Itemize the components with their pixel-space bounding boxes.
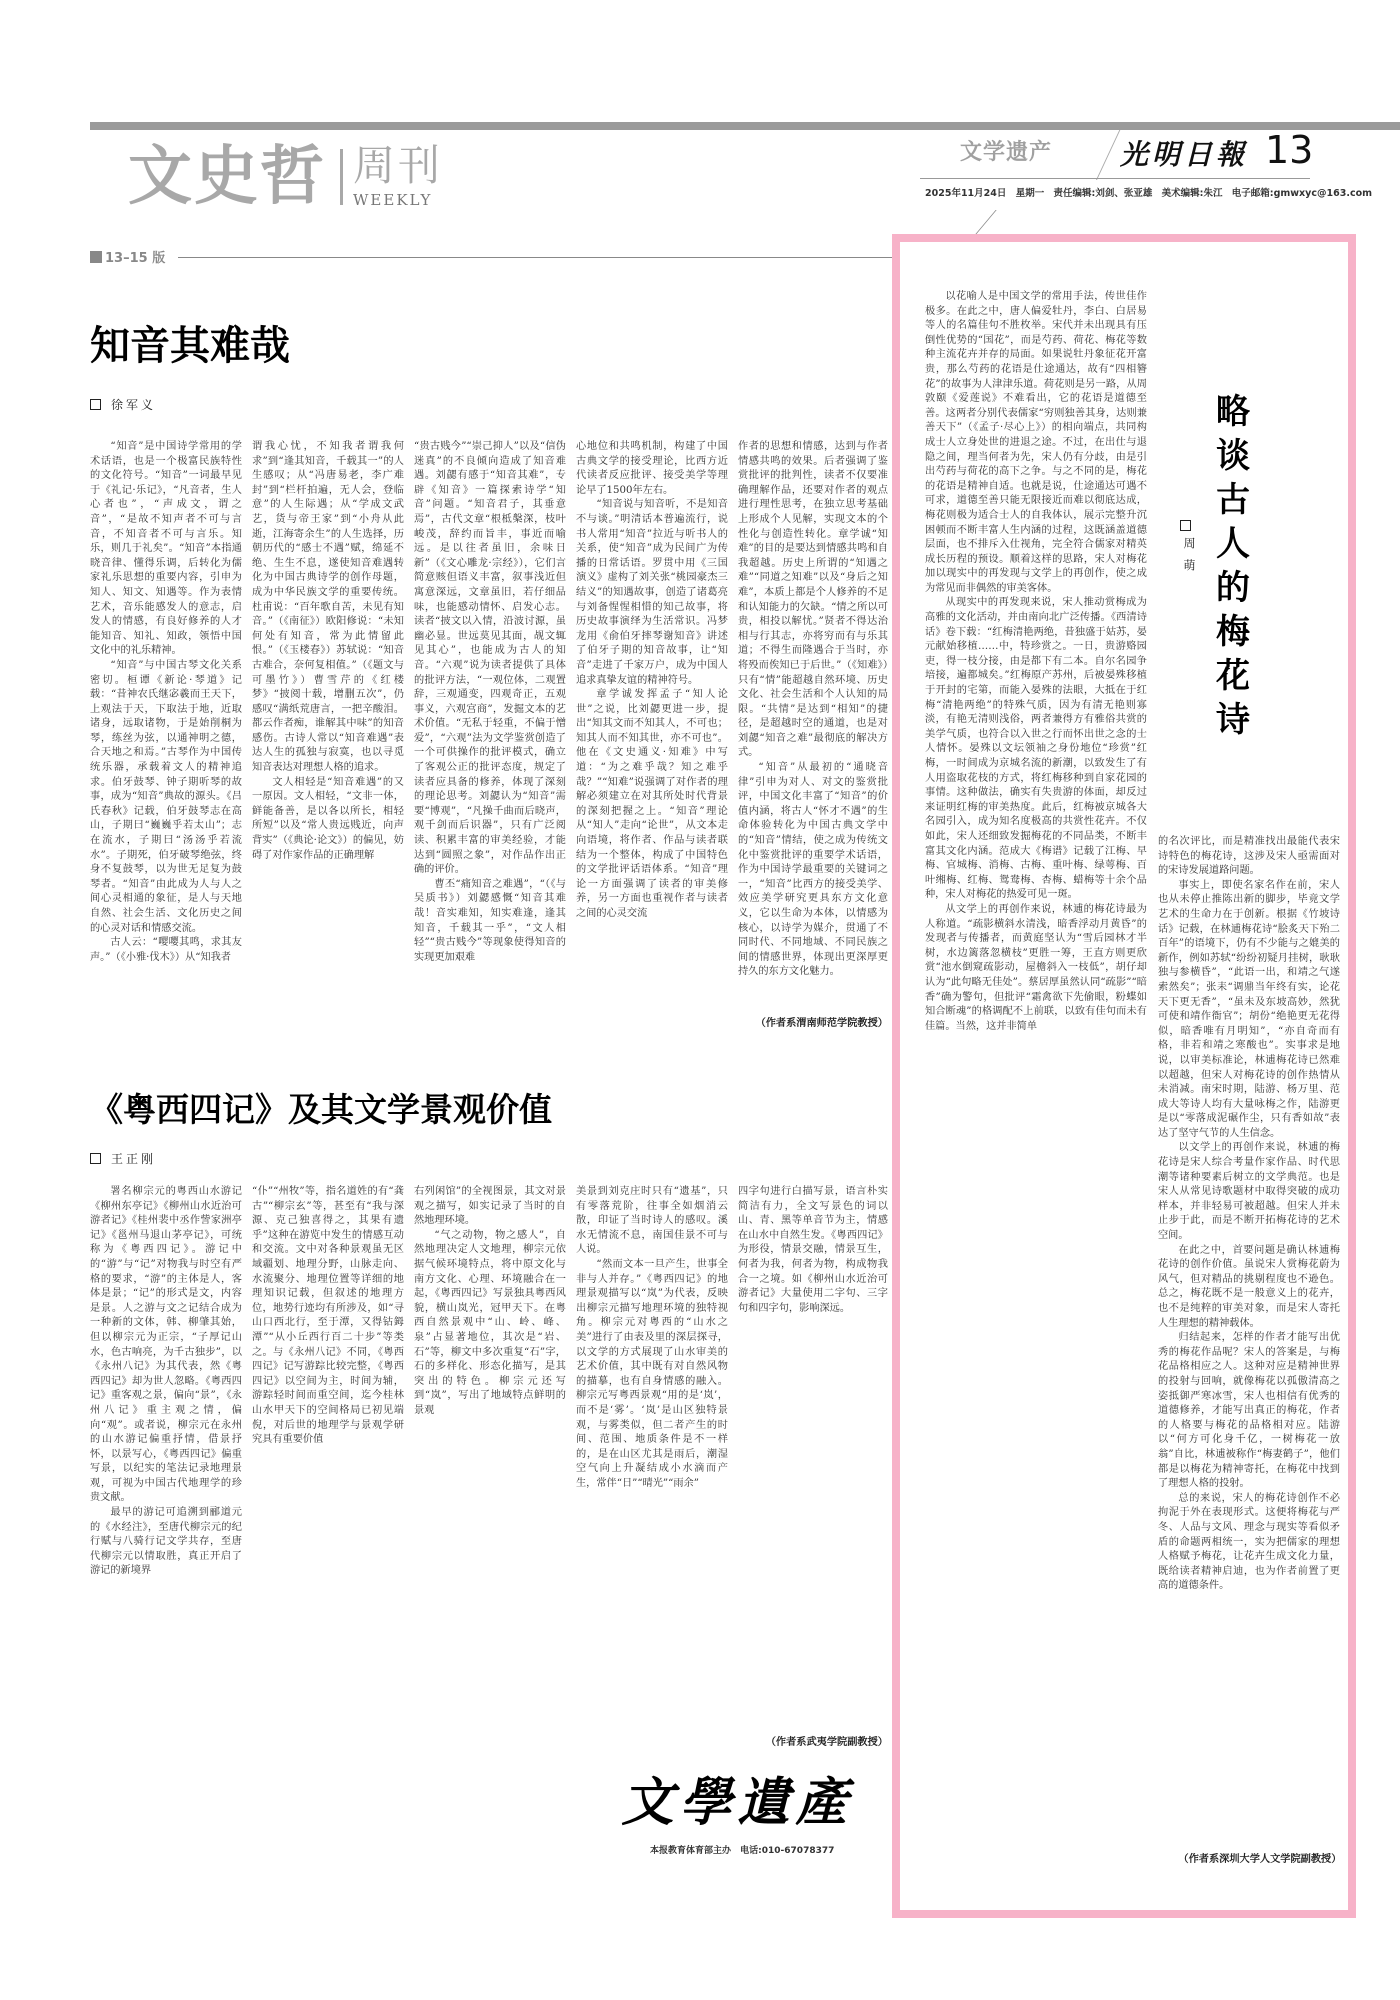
issue-weekday: 星期一 <box>1015 188 1045 199</box>
article3-text: 以文学上的再创作来说，林逋的梅花诗是宋人综合考量作家作品、时代思潮等诸种要素后树立的文学典范。也是宋人从常见诗歌题材中取得突破的成功样本，并非轻易可被超越。但宋人并未止步于此，而是不断开拓梅花诗的艺术空间。 <box>1158 1142 1340 1242</box>
article2-text: 右列闲馆”的全视图景，其文对景观之描写，如实记录了当时的自然地理环境。 <box>414 1186 566 1227</box>
issue-date: 2025年11月24日 <box>925 188 1007 199</box>
contact-email: 电子邮箱:gmwxyc@163.com <box>1231 188 1373 199</box>
article3-text: 从文学上的再创作来说，林逋的梅花诗最为人称道。“疏影横斜水清浅，暗香浮动月黄昏”的发现者与传播者，而黄庭坚认为“雪后园林才半树，水边篱落忽横枝”更胜一筹，王直方则更欣赏“池水倒窥疏影动，屋檐斜入一枝低”，胡仔却认为“此句略无佳处”。蔡居厚虽然认同“疏影”“暗香”确为警句，但批评“霜禽欲下先偷眼，粉蝶如知合断魂”的格调配不上前联，以致有佳句而未有佳篇。当然，这并非简单 <box>925 903 1147 1032</box>
header-info <box>925 185 1372 199</box>
article-title-yuexi: 《粤西四记》及其文学景观价值 <box>90 1090 552 1129</box>
header-diagonal <box>1096 130 1120 180</box>
article-title-meihua <box>1212 390 1254 742</box>
byline-box-icon <box>90 399 101 410</box>
masthead-separator <box>340 149 343 205</box>
article1-text: 章学诚发挥孟子“知人论世”之说，比刘勰更进一步，提出“知其文而不知其人，不可也；知其人而不知其世，亦不可也”。他在《文史通义·知难》中写道：“为之难乎哉？知之难乎哉？”“知难”说强调了对作者的理解必须建立在对其所处时代背景的深刻把握之上。“知音”理论从“知人”走向“论世”，从文本走向语境，将作者、作品与读者联结为一个整体，构成了中国特色的文学批评话语体系。“知音”理论一方面强调了读者的审美修养，另一方面也重视作者与读者之间的心灵交流 <box>576 689 728 919</box>
author-name: 徐军义 <box>111 398 157 412</box>
article1-text: 谓我心忧，不知我者谓我何求”到“逢其知音，千载其一”的人生感叹；从“冯唐易老，李广难封”到“栏杆拍遍，无人会，登临意”的人生际遇；从“学成文武艺，货与帝王家”到“小舟从此逝，江海寄余生”的人生选择，历朝历代的“感士不遇”赋，绵延不绝、生生不息，遂使知音难遇转化为中国古典诗学的创作母题，成为中华民族文学的重要传统。杜甫说：“百年歌自苦，未见有知音。”（《南征》）欧阳修说：“未知何处有知音，常为此情留此恨。”（《玉楼春》）苏轼说：“知音古难合，奈何复相值。”（《题文与可墨竹》）曹雪芹的《红楼梦》“披阅十载，增删五次”，仍感叹“满纸荒唐言，一把辛酸泪。都云作者痴，谁解其中味”的知音感伤。古诗人常以“知音难遇”表达人生的孤独与寂寞，也以寻觅知音表达对理想人格的追求。 <box>252 441 404 774</box>
article-byline <box>1178 520 1196 581</box>
edition-label <box>90 247 165 266</box>
byline-box-icon <box>1180 520 1191 531</box>
author-name: 王正刚 <box>111 1152 157 1166</box>
article2-column-2 <box>252 1185 404 1885</box>
article1-column-1 <box>90 440 242 1030</box>
article1-text: 心地位和共鸣机制，构建了中国古典文学的接受理论，比西方近代读者反应批评、接受美学等理论早了1500年左右。 <box>576 441 728 496</box>
article3-column-2 <box>1158 835 1340 1847</box>
title-char: 梅 <box>1216 612 1250 652</box>
article3-text: 总的来说，宋人的梅花诗创作不必拘泥于外在表现形式。这便将梅花与严冬、人品与文风、理念与现实等看似矛盾的命题两相统一，实为把儒家的理想人格赋予梅花，让花卉生成文化力量，既给读者精神启迪，也为作者前置了更高的道德条件。 <box>1158 1492 1340 1592</box>
article3-text: 的名次评比，而是精准找出最能代表宋诗特色的梅花诗，这涉及宋人亟需面对的宋诗发展道路问题。 <box>1158 836 1340 877</box>
sponsor-line <box>650 1843 834 1856</box>
article1-column-2 <box>252 440 404 1030</box>
title-char: 谈 <box>1216 436 1250 476</box>
article2-text: 最早的游记可追溯到郦道元的《水经注》，至唐代柳宗元的纪行赋与八骑行记文学共存，至唐代柳宗元以情取胜，真正开启了游记的新境界 <box>90 1507 242 1577</box>
article3-text: 事实上，即使名家名作在前，宋人也从未停止推陈出新的脚步，毕竟文学艺术的生命力在于创新。根据《竹坡诗话》记载，在林逋梅花诗“脍炙天下殆二百年”的语境下，仍有不少能与之媲美的新作，例如苏轼“纷纷初疑月挂树，耿耿独与参横昏”，“此语一出，和靖之气遂索然矣”；张耒“调鼎当年终有实，论花天下更无香”，“虽未及东坡高妙，然犹可使和靖作衙官”；胡份“绝艳更无花得似，暗香唯有月明知”，“亦自奇而有格，非若和靖之寒酸也”。实事求是地说，以审美标准论，林逋梅花诗已然难以超越，但宋人对梅花诗的创作热情从未消减。南宋时期，陆游、杨万里、范成大等诗人均有大量咏梅之作，陆游更是以“零落成泥碾作尘，只有香如故”表达了坚守气节的人生信念。 <box>1158 879 1340 1139</box>
article2-column-3 <box>414 1185 566 1885</box>
article3-text: 归结起来，怎样的作者才能写出优秀的梅花作品呢？宋人的答案是，与梅花品格相应之人。这种对应是精神世界的投射与回响，就像梅花以孤傲清高之姿抵御严寒冰雪，宋人也相信有优秀的道德修养，才能写出真正的梅花，作者的人格要与梅花的品格相对应。陆游以“何方可化身千亿，一树梅花一放翁”自比，林逋被称作“梅妻鹤子”，他们都是以梅花为精神寄托，在梅花中找到了理想人格的投射。 <box>1158 1332 1340 1490</box>
byline-box-icon <box>90 1153 101 1164</box>
edition-text: 13–15 版 <box>105 251 166 266</box>
article2-column-5 <box>738 1185 888 1730</box>
article2-credit: （作者系武夷学院副教授） <box>765 1737 888 1748</box>
article2-text: “气之动物，物之感人”，自然地理决定人文地理，柳宗元依据气候环境特点，将中原文化与南方文化、心理、环境融合在一起，《粤西四记》写景独具粤西风貌，横山岚光，冠甲天下。在粤西自然景观中“山、岭、峰、泉”占显著地位，其次是“岩、石”等，柳文中多次重复“石”字，石的多样化、形态化描写，是其突出的特色。柳宗元还写到“岚”，写出了地域特点鲜明的景观 <box>414 1229 566 1416</box>
article1-text: “知音”从最初的“通晓音律”引申为对人、对文的鉴赏批评，中国文化丰富了“知音”的价值内涵，将古人“怀才不遇”的生命体验转化为中国古典文学中的“知音”情结，使之成为传统文化中鉴赏批评的重要学术话语，作为中国诗学最重要的关键词之一，“知音”比西方的接受美学、效应美学研究更具东方文化意义，它以生命为本体，以情感为核心，以诗学为媒介，贯通了不同时代、不同地域、不同民族之间的情感世界，体现出更深厚更持久的东方文化魅力。 <box>738 762 888 978</box>
article3-text: 在此之中，首要问题是确认林逋梅花诗的创作价值。虽说宋人赏梅花蔚为风气，但对精品的挑剔程度也不逊色。总之，梅花既不是一般意义上的花卉，也不是纯粹的审美对象，而是宋人寄托人生理想的精神载体。 <box>1158 1244 1340 1329</box>
title-char: 的 <box>1216 568 1250 608</box>
article1-column-3 <box>414 440 566 1030</box>
article1-column-5 <box>738 440 888 1020</box>
title-char: 人 <box>1216 524 1250 564</box>
article1-text: “知音”是中国诗学常用的学术话语，也是一个极富民族特性的文化符号。“知音”一词最早见于《礼记·乐记》，“凡音者，生人心者也”，“声成文，谓之音”，“是故不知声者不可与言音，不知音者不可与言乐。知乐，则几于礼矣”。“知音”本指通晓音律、懂得乐调，后转化为儒家礼乐思想的重要内容，引申为知人、知文、知遇等。作为表情艺术，音乐能感发人的意志，启发人的情感，有良好修养的人才能知音、知礼、知政，领悟中国文化中的礼乐精神。 <box>90 441 242 657</box>
header-rule <box>920 178 1310 179</box>
masthead-title: 文史哲 <box>128 139 326 214</box>
article1-text: 曹丕“痛知音之难遇”，“（《与吴质书》）刘勰感慨“知音其难哉！音实难知，知实难逢，逢其知音，千载其一乎”，“文人相轻”“贵古贱今”等现象使得知音的实现更加艰难 <box>414 878 566 963</box>
article3-column-1 <box>925 290 1147 1888</box>
masthead-logo <box>128 139 444 214</box>
article1-text: 古人云：“嘤嘤其鸣，求其友声。”（《小雅·伐木》）从“知我者 <box>90 937 242 963</box>
title-char: 花 <box>1216 656 1250 696</box>
article1-text: 作者的思想和情感，达到与作者情感共鸣的效果。后者强调了鉴赏批评的批判性，读者不仅要准确理解作品，还要对作者的观点进行理性思考，在独立思考基础上形成个人见解，实现文本的个性化与创造性转化。章学诚“知难”的目的是要达到情感共鸣和自我超越。历史上所谓的“知遇之难”“同道之知难”以及“身后之知难”，本质上都是个人修养的不足和认知能力的欠缺。“情之所以可贵，相投以解忧。”贤者不得达治相与行其志，亦将穷而有与乐其道；不得生而隆遇合于当时，亦将殁而俟知已于后世。”（《知难》）只有“情”能超越自然环境、历史文化、社会生活和个人认知的局限。“共情”是达到“相知”的捷径，是超越时空的通道，也是对刘勰“知音之难”最彻底的解决方式。 <box>738 441 888 759</box>
page-number: 13 <box>1265 128 1314 172</box>
article-title-zhiyin: 知音其难哉 <box>90 322 290 369</box>
article1-text: “知音说与知音听，不是知音不与谈。”明清话本普遍流行，说书人常用“知音”拉近与听书人的关系，使“知音”成为民间广为传播的日常话语。罗贯中用《三国演义》虚构了刘关张“桃园豪杰三结义”的知遇故事，创造了诸葛亮与刘备惺惺相惜的知己故事，将历史故事演绎为生活常识。冯梦龙用《俞伯牙摔琴谢知音》讲述了伯牙子期的知音故事，让“知音”走进了千家万户，成为中国人追求真挚友谊的精神符号。 <box>576 499 728 686</box>
article2-column-4 <box>576 1185 728 1765</box>
art-editor: 美术编辑:朱江 <box>1161 188 1223 199</box>
masthead-subtitle-cn: 周刊 <box>353 141 444 190</box>
article2-text: “仆”“州牧”等，指名道姓的有“龚古”“柳宗玄”等，甚至有“我与深源、克己独喜得之，其果有遗乎”这种在游览中发生的情感互动和交流。文中对各种景观虽无区域疆划、地理分野，山脉走向、水流聚分、地理位置等详细的地理知识记载，但叙述的地理方位，地势行迹均有所涉及，如“寻山口西北行，至于潭，又得钴鉧潭”“从小丘西行百二十步”等类之。与《永州八记》不同，《粤西四记》记写游踪比较完整，《粤西四记》以空间为主，时间为辅，游踪轻时间而重空间，迄今桂林山水甲天下的空间格局已初见端倪，对后世的地理学与景观学研究具有重要价值 <box>252 1186 404 1446</box>
article-byline <box>90 396 156 413</box>
article1-credit: （作者系渭南师范学院教授） <box>755 1018 888 1029</box>
newspaper-name: 光明日報 <box>1120 138 1249 171</box>
article2-text: 四字句进行白描写景，语言朴实简洁有力，全文写景色的词以山、青、黑等单音节为主，情感在山水中自然生发。《粤西四记》为形役，情景交融，情景互生，何者为我，何者为物，构成物我合一之境。如《柳州山水近治可游者记》大量使用二字句、三字句和四字句，影响深远。 <box>738 1186 888 1314</box>
article2-text: “然而文本一旦产生，世事全非与人并存。”《粤西四记》的地理景观描写以“岚”为代表，反映出柳宗元描写地理环境的独特视角。柳宗元对粤西的“山水之美”进行了由表及里的深层探寻，以文学的方式展现了山水审美的艺术价值，其中既有对自然风物的描摹，也有自身情感的融入。柳宗元写粤西景观“用的是‘岚’，而不是‘雾’。‘岚’是山区独特景观，与雾类似，但二者产生的时间、范围、地质条件是不一样的，是在山区尤其是雨后，潮湿空气向上升凝结成小水滴而产生，常伴“日”“晴光”“雨余” <box>576 1258 728 1489</box>
title-char: 古 <box>1216 480 1250 520</box>
masthead-subtitle <box>353 141 444 209</box>
square-bullet-icon <box>90 251 102 263</box>
sponsor-text: 本报教育体育部主办 <box>650 1846 732 1856</box>
article1-text: “知音”与中国古琴文化关系密切。桓谭《新论·琴道》记载：“昔神农氏继宓羲而王天下，上观法于天，下取法于地，近取诸身，远取诸物，于是始削桐为琴，练丝为弦，以通神明之德，合天地之和焉。”古琴作为中国传统乐器，承载着文人的精神追求。伯牙鼓琴、钟子期听琴的故事，成为“知音”典故的源头。《吕氏春秋》记载，伯牙鼓琴志在高山，子期曰“巍巍乎若太山”；志在流水，子期曰“汤汤乎若流水”。子期死，伯牙破琴绝弦，终身不复鼓琴，以为世无足复为鼓琴者。“知音”由此成为人与人之间心灵相通的象征，是人与天地自然、社会生活、文化历史之间的心灵对话和情感交流。 <box>90 659 242 934</box>
author-name: 周萌 <box>1182 537 1196 581</box>
edition-rule <box>178 257 953 258</box>
title-char: 诗 <box>1216 700 1250 740</box>
article2-column-1 <box>90 1185 242 1885</box>
article2-text: 美景到刘克庄时只有“遗基”，只有零落荒阶，往事全如烟消云散，印证了当时诗人的感叹。溪水无情流不息，南国佳景不可与人说。 <box>576 1186 728 1256</box>
article-byline <box>90 1150 156 1167</box>
section-title: 文学遗产 <box>960 140 1053 165</box>
title-char: 略 <box>1216 392 1250 432</box>
article2-text: 署名柳宗元的粤西山水游记《柳州东亭记》《柳州山水近治可游者记》《桂州裴中丞作訾家洲亭记》《邕州马退山茅亭记》，可统称为《粤西四记》。游记中的“游”与“记”对物我与时空有严格的要求，“游”的主体是人，客体是景；“记”的形式是文，内容是景。人之游与文之记结合成为一种新的文体，韩、柳肇其始，但以柳宗元为正宗，“子厚记山水，色古响亮，为千古独步”，以《永州八记》为其代表，然《粤西四记》却为世人忽略。《粤西四记》重客观之景，偏向“景”，《永州八记》重主观之情，偏向“观”。或者说，柳宗元在永州的山水游记偏重抒情，借景抒怀，以景写心，《粤西四记》偏重写景，以纪实的笔法记录地理景观，可视为中国古代地理学的珍贵文献。 <box>90 1186 242 1504</box>
editors: 责任编辑:刘剑、张亚雄 <box>1053 188 1153 199</box>
article3-credit: （作者系深圳大学人文学院副教授） <box>1178 1854 1342 1865</box>
article1-text: 文人相轻是“知音难遇”的又一原因。文人相轻，“文非一体，鲜能备善，是以各以所长，相轻所短”以及“常人贵远贱近，向声背实”（《典论·论文》）的偏见，妨碍了对作家作品的正确理解 <box>252 776 404 861</box>
article3-text: 以花喻人是中国文学的常用手法，传世佳作极多。在此之中，唐人偏爱牡丹，李白、白居易等人的名篇佳句不胜枚举。宋代并未出现具有压倒性优势的“国花”，而是芍药、荷花、梅花等数种主流花卉并存的局面。如果说牡丹象征花开富贵，那么芍药的花语是仕途通达，故有“四相簪花”的故事为人津津乐道。荷花则是另一路，从周敦颐《爱莲说》不难看出，它的花语是道德至善。这两者分别代表儒家“穷则独善其身，达则兼善天下”（《孟子·尽心上》）的相向端点，共同构成士人立身处世的进退之途。不过，在出仕与退隐之间，理当何者为先，宋人仍有分歧，由是引出芍药与荷花的高下之争。与之不同的是，梅花的花语是精神自适。也就是说，仕途通达可遇不可求，道德至善只能无限接近而难以彻底达成，梅花则极为适合士人的自我体认，展示完整升沉困顿而不断丰富人生内涵的过程，这既涵盖道德层面，也不排斥入仕视角，完全符合儒家对精英成长历程的预设。顺着这样的思路，宋人对梅花加以现实中的再发现与文学上的再创作，使之成为常见而非偶然的审美客体。 <box>925 291 1147 594</box>
calligraphy-logo: 文學遺產 <box>621 1772 854 1833</box>
masthead-subtitle-en: WEEKLY <box>353 191 433 209</box>
sponsor-phone: 电话:010-67078377 <box>740 1846 835 1856</box>
top-rule <box>90 122 1400 130</box>
article3-text: 从现实中的再发现来说，宋人推动赏梅成为高雅的文化活动，并由南向北广泛传播。《西清诗话》卷下载：“红梅清艳两绝，昔独盛于姑苏，晏元献始移植……中，特珍赏之。一日，贵游赂园吏，得一枝分接，由是都下有二本。自尔名园争培接，遍都城矣。”红梅原产苏州，后被晏殊移植于开封的宅第，而能入晏殊的法眼，大抵在于红梅“清艳两绝”的特殊气质，因为有清无艳则寡淡，有艳无清则浅俗，两者兼得方有雅俗共赏的美学气质，也符合以入世之行而怀出世之念的士人情怀。晏殊以文坛领袖之身份地位“珍赏”红梅，一时间成为京城名流的新潮，以致发生了有人用盗取花枝的方式，将红梅移种到自家花园的事情。这种做法，确实有失贵游的体面，却反过来证明红梅的审美热度。此后，红梅被京城各大名园引入，成为知名度极高的共赏性花卉。不仅如此，宋人还细致发掘梅花的不同品类，不断丰富其文化内涵。范成大《梅谱》记载了江梅、早梅、官城梅、消梅、古梅、重叶梅、绿萼梅、百叶缃梅、红梅、鸳鸯梅、杏梅、蜡梅等十余个品种，宋人对梅花的热爱可见一斑。 <box>925 597 1147 901</box>
article1-text: “贵古贱今”“崇己抑人”以及“信伪迷真”的不良倾向造成了知音难遇。刘勰有感于“知音其难”，专辟《知音》一篇探索诗学“知音”问题。“知音君子，其垂意焉”，古代文章“根柢槃深，枝叶峻茂，辞约而旨丰，事近而喻远。是以往者虽旧，余味日新”（《文心雕龙·宗经》），它们言简意赅但语义丰富，叙事浅近但寓意深远，文章虽旧，若仔细品味，也能感动情怀、启发心志。读者“披文以入情，沿波讨源，虽幽必显。世远莫见其面，觇文辄见其心”，也能成为古人的知音。“六观”说为读者提供了具体的批评方法，“一观位体，二观置辞，三观通变，四观奇正，五观事义，六观宫商”，发掘文本的艺术价值。“无私于轻重，不偏于憎爱”，“六观”法为文学鉴赏创造了一个可供操作的批评模式，确立了客观公正的批评态度，规定了读者应具备的修养，体现了深刻的理论思考。刘勰认为“知音”需要“博观”，“凡操千曲而后晓声，观千剑而后识器”，只有广泛阅读、积累丰富的审美经验，才能达到“圆照之象”，对作品作出正确的评价。 <box>414 441 566 876</box>
article1-column-4 <box>576 440 728 1030</box>
